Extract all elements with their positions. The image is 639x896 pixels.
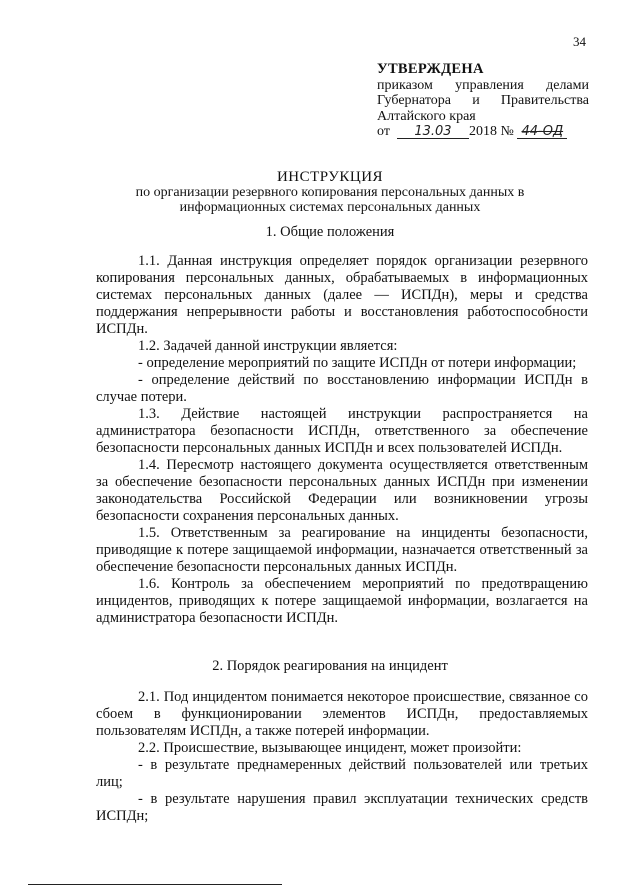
paragraph-1-5: 1.5. Ответственным за реагирование на инциденты безопасности, приводящие к потере защищаемой информации, назначается ответственный за обеспечение безопасности персональных данных ИСПДн. <box>96 525 588 575</box>
paragraph-2-1: 2.1. Под инцидентом понимается некоторое происшествие, связанное со сбоем в функционировании элементов ИСПДн, предоставляемых пользователям ИСПДн, а также потерей информации. <box>96 689 588 739</box>
list-item: - определение мероприятий по защите ИСПДн от потери информации; <box>138 355 577 371</box>
section-1-heading: 1. Общие положения <box>265 224 395 240</box>
section-2-body <box>96 689 588 825</box>
document-title-sub-2: информационных системах персональных данных <box>179 200 481 215</box>
paragraph-1-6: 1.6. Контроль за обеспечением мероприятий по предотвращению инцидентов, приводящих к потере защищаемой информации, возлагается на администратора безопасности ИСПДн. <box>96 576 588 626</box>
section-1-body <box>96 253 588 627</box>
paragraph-1-2: 1.2. Задачей данной инструкции является: <box>138 338 398 354</box>
handwritten-order-number: 44-ОД <box>517 125 567 139</box>
handwritten-date: 13.03 <box>397 125 469 139</box>
document-title-main: ИНСТРУКЦИЯ <box>276 169 384 185</box>
approval-line-3: Алтайского края <box>377 108 476 124</box>
approval-date-line <box>377 124 589 140</box>
approval-title: УТВЕРЖДЕНА <box>377 61 484 77</box>
document-title <box>40 170 620 215</box>
list-item: - определение действий по восстановлению информации ИСПДн в случае потери. <box>96 372 588 405</box>
approval-line-2: Губернатора и Правительства <box>377 93 589 108</box>
date-prefix: от <box>377 124 390 139</box>
approval-line-1: приказом управления делами <box>377 77 589 93</box>
list-item: - в результате нарушения правил эксплуатации технических средств ИСПДн; <box>96 791 588 824</box>
paragraph-1-3: 1.3. Действие настоящей инструкции распространяется на администратора безопасности ИСПДн, ответственного за обеспечение безопасности персональных данных ИСПДн и всех пользователей ИСПДн. <box>96 406 588 456</box>
page-number: 34 <box>573 34 586 49</box>
approval-year: 2018 № <box>468 124 514 139</box>
paragraph-1-1: 1.1. Данная инструкция определяет порядок организации резервного копирования персональных данных, обрабатываемых в информационных системах персональных данных (далее — ИСПДн), меры и средства поддержания непрерывности работы и восстановления работоспособности ИСПДн. <box>96 253 588 337</box>
section-2-heading: 2. Порядок реагирования на инцидент <box>212 658 448 674</box>
footnote-divider <box>28 884 282 885</box>
approval-stamp <box>377 62 589 140</box>
list-item: - в результате преднамеренных действий пользователей или третьих лиц; <box>96 757 588 790</box>
paragraph-2-2: 2.2. Происшествие, вызывающее инцидент, может произойти: <box>138 740 522 756</box>
document-title-sub-1: по организации резервного копирования персональных данных в <box>135 185 525 200</box>
paragraph-1-4: 1.4. Пересмотр настоящего документа осуществляется ответственным за обеспечение безопасности персональных данных ИСПДн при изменении законодательства Российской Федерации или возникновении угрозы безопасности сохранения персональных данных. <box>96 457 588 524</box>
